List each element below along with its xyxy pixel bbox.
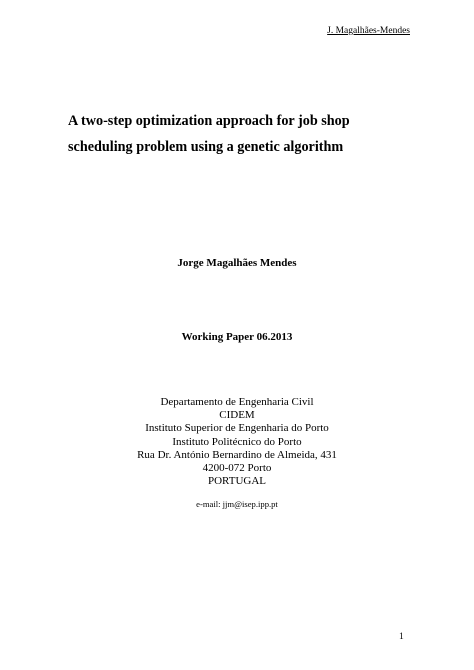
contact-email: e-mail: jjm@isep.ipp.pt bbox=[196, 499, 278, 509]
author-name: Jorge Magalhães Mendes bbox=[177, 257, 297, 269]
running-header: J. Magalhães-Mendes bbox=[327, 26, 410, 36]
affiliation-line-postcode: 4200-072 Porto bbox=[202, 462, 272, 475]
paper-title bbox=[68, 108, 428, 160]
title-line-2: scheduling problem using a genetic algorithm bbox=[68, 139, 344, 155]
page-number: 1 bbox=[399, 632, 404, 642]
affiliation-line-street: Rua Dr. António Bernardino de Almeida, 431 bbox=[137, 448, 337, 461]
affiliation-line-country: PORTUGAL bbox=[207, 475, 266, 488]
affiliation-line-research-centre: CIDEM bbox=[219, 409, 255, 422]
title-line-1: A two-step optimization approach for job shop bbox=[68, 113, 350, 129]
working-paper-number: Working Paper 06.2013 bbox=[181, 331, 293, 343]
affiliation-block bbox=[0, 396, 474, 488]
affiliation-line-department: Departamento de Engenharia Civil bbox=[160, 396, 314, 408]
affiliation-line-institute: Instituto Superior de Engenharia do Porto bbox=[145, 422, 329, 435]
affiliation-line-polytechnic: Instituto Politécnico do Porto bbox=[172, 435, 302, 448]
